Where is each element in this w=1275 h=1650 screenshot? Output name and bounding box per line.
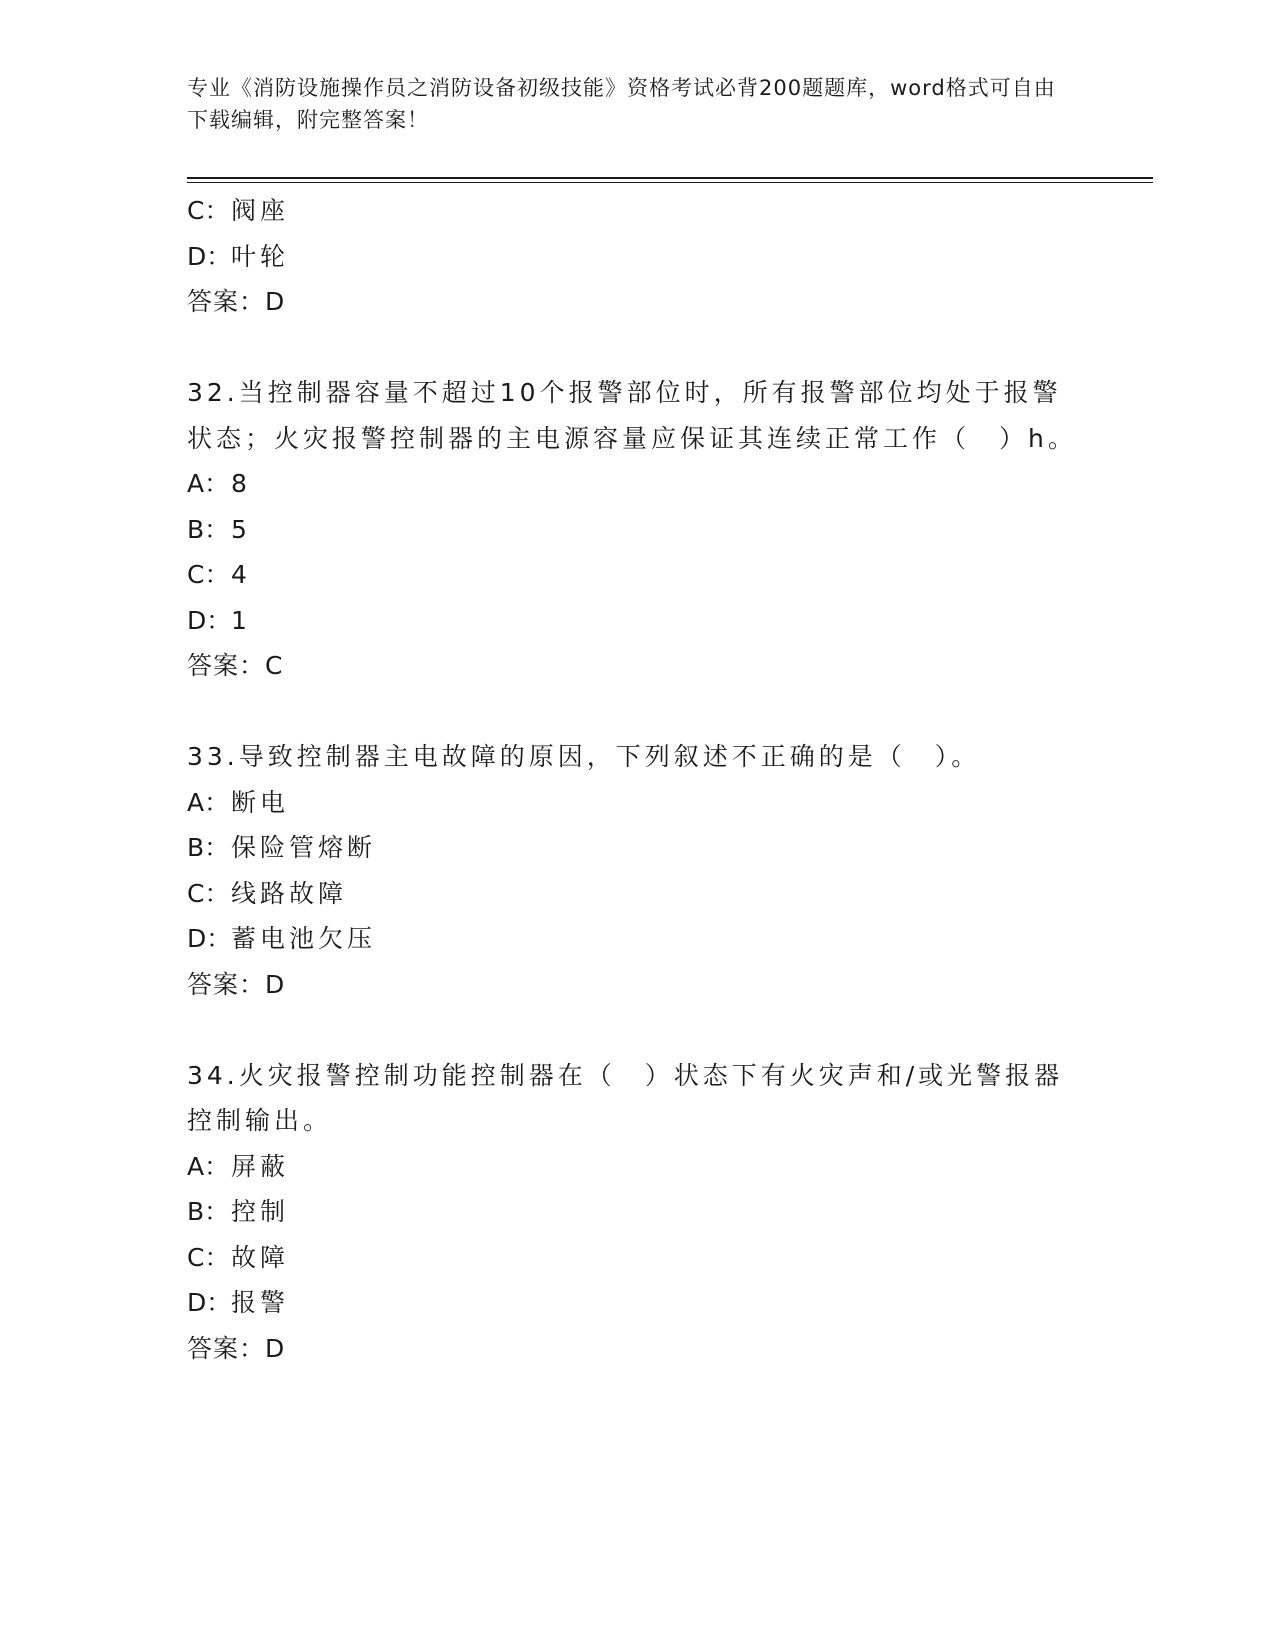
option-line [187,461,1087,507]
answer-line: 答案：D [187,287,286,316]
option-key: A： [187,787,230,817]
option-key: B： [187,1197,230,1226]
spacer [187,689,1087,735]
option-text: 5 [231,514,251,544]
question-stem-line: 33.导致控制器主电故障的原因，下列叙述不正确的是（ ）。 [187,742,981,771]
header-rule-thick [187,177,1153,179]
option-line [187,1144,1087,1190]
option-text: 阀座 [231,196,290,225]
option-key: A： [187,1151,230,1181]
option-line [187,1235,1087,1281]
option-key: C： [187,196,230,225]
option-text: 保险管熔断 [231,833,377,862]
option-key: C： [187,878,230,908]
answer-line: 答案：C [187,651,284,680]
option-line [187,871,1087,917]
header-title: 专业《消防设施操作员之消防设备初级技能》资格考试必背200题题库，word格式可自由下载编辑，附完整答案！ [187,76,1056,132]
answer-line: 答案：D [187,969,286,999]
option-text: 蓄电池欠压 [231,924,377,953]
option-key: B： [187,833,230,862]
header-rule-thin [187,182,1153,183]
option-text: 线路故障 [231,878,348,908]
option-text: 屏蔽 [231,1151,290,1181]
option-key: D： [187,924,232,953]
option-text: 故障 [231,1242,290,1272]
option-line [187,234,1087,280]
spacer [187,325,1087,371]
option-line [187,507,1087,553]
option-line [187,916,1087,962]
option-text: 报警 [231,1288,290,1317]
option-line [187,552,1087,598]
option-key: A： [187,469,230,498]
spacer [187,1007,1087,1053]
question-stem-line: 状态；火灾报警控制器的主电源容量应保证其连续正常工作（ ）h。 [187,423,1077,453]
option-key: D： [187,241,232,271]
option-key: C： [187,1242,230,1272]
option-key: D： [187,605,232,635]
question-stem-line: 32.当控制器容量不超过10个报警部位时，所有报警部位均处于报警 [187,378,1062,407]
option-text: 4 [231,560,251,589]
page-header [187,72,1067,136]
option-key: C： [187,560,230,589]
question-stem-line: 34.火灾报警控制功能控制器在（ ）状态下有火灾声和/或光警报器 [187,1060,1064,1090]
option-text: 叶轮 [231,241,290,271]
option-line [187,780,1087,826]
option-text: 8 [231,469,251,498]
option-key: D： [187,1288,232,1317]
option-text: 控制 [231,1197,290,1226]
option-key: B： [187,514,230,544]
option-line [187,1280,1087,1326]
document-body [187,188,1087,1371]
option-text: 1 [231,605,251,635]
option-line [187,825,1087,871]
option-line [187,1189,1087,1235]
answer-line: 答案：D [187,1333,286,1363]
question-stem-line: 控制输出。 [187,1106,333,1135]
option-line [187,598,1087,644]
option-text: 断电 [231,787,290,817]
option-line [187,188,1087,234]
